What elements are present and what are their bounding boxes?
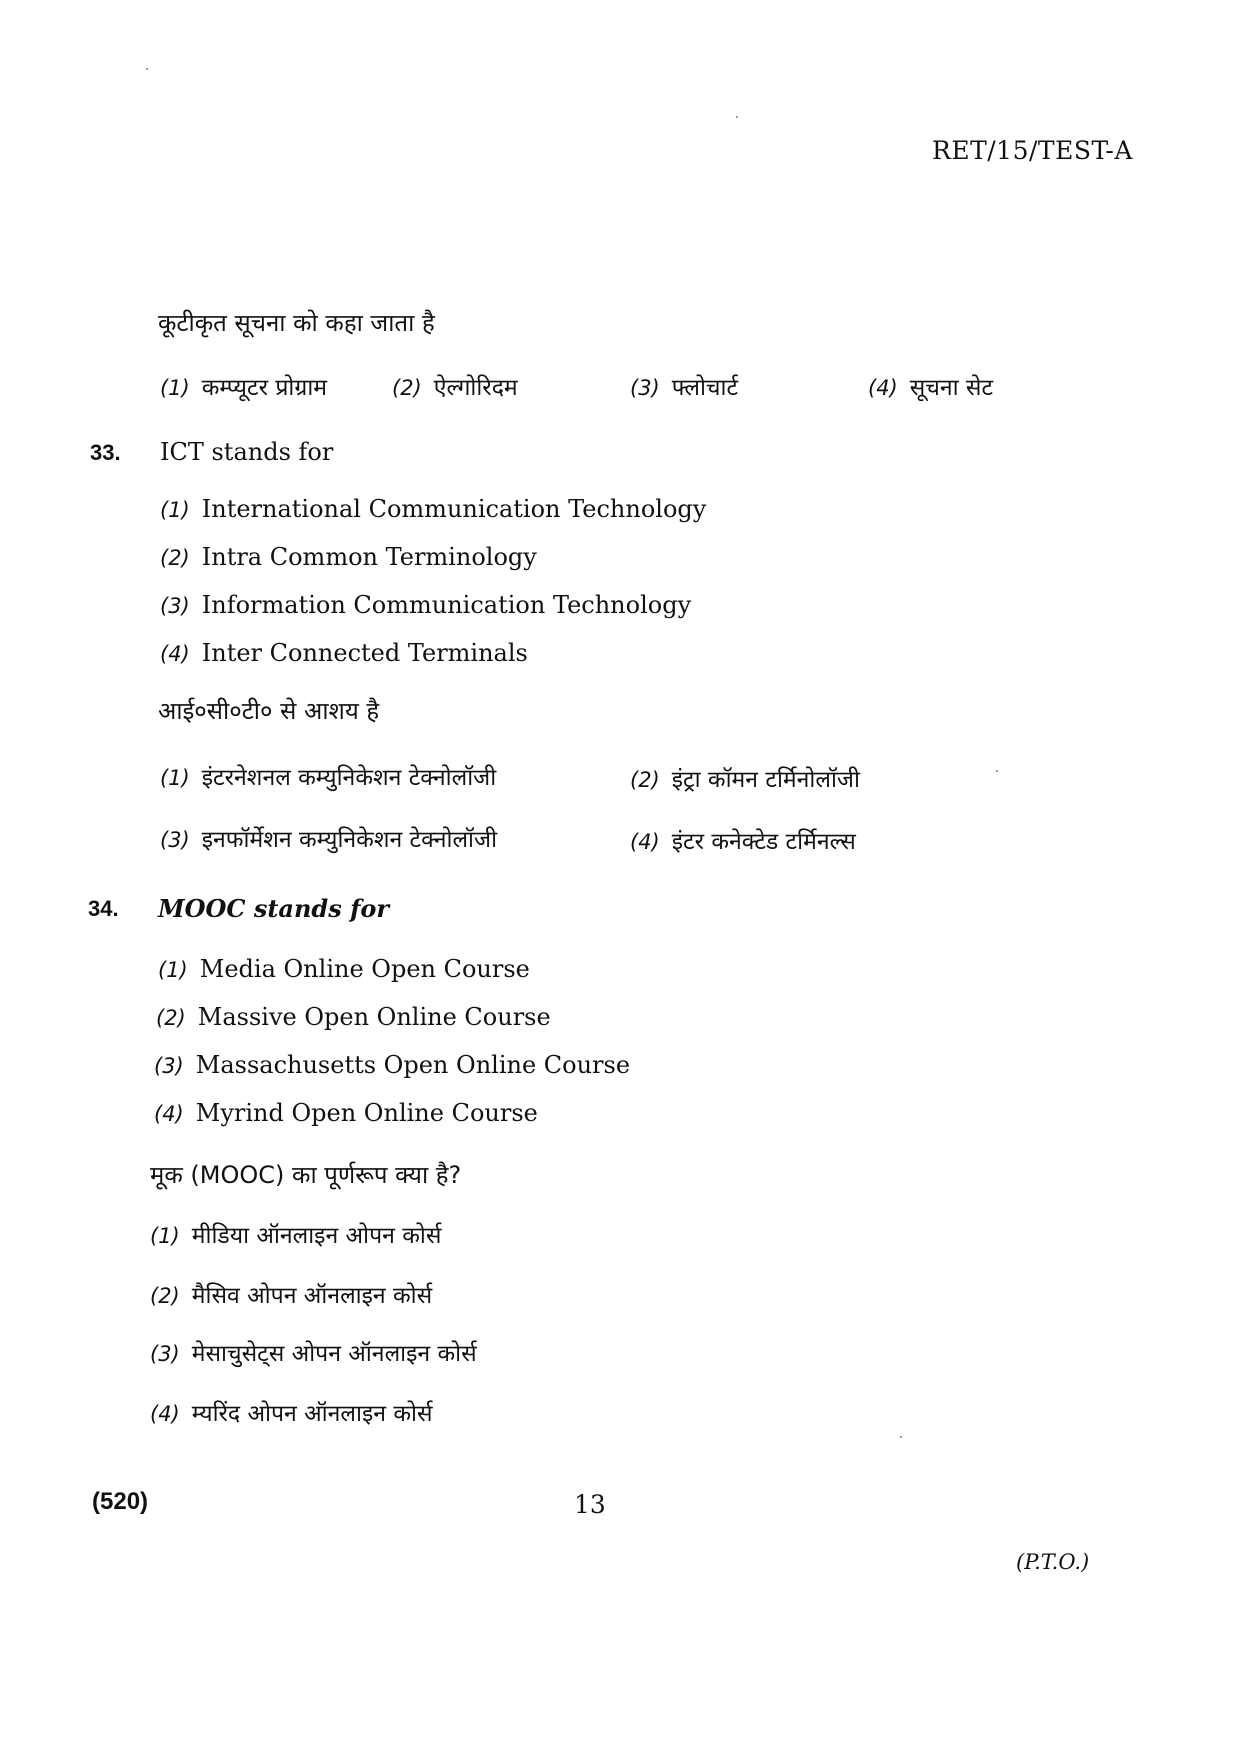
option-number: (1): [160, 766, 190, 790]
q33-hindi-option-1: [160, 760, 496, 792]
q33-option-3: [160, 591, 691, 619]
q34-hindi-option-2: [150, 1278, 432, 1310]
option-number: (4): [868, 376, 898, 400]
option-text: इंटरनेशनल कम्युनिकेशन टेक्नोलॉजी: [201, 765, 497, 791]
page-number: 13: [574, 1490, 606, 1519]
option-text: Intra Common Terminology: [201, 543, 537, 571]
q33-hindi-option-3: [160, 822, 497, 854]
option-text: Massive Open Online Course: [197, 1003, 551, 1031]
option-text: मैसिव ओपन ऑनलाइन कोर्स: [191, 1283, 433, 1309]
q33-hindi-option-4: [630, 824, 856, 856]
q33-hindi-option-2: [630, 762, 860, 794]
q34-option-1: [158, 955, 530, 983]
option-text: इनफॉर्मेशन कम्युनिकेशन टेक्नोलॉजी: [201, 827, 498, 853]
q33-question: ICT stands for: [160, 438, 334, 466]
option-text: Inter Connected Terminals: [201, 639, 528, 667]
scan-speck: [996, 770, 998, 772]
option-number: (2): [156, 1006, 186, 1030]
q34-number: 34.: [88, 896, 119, 921]
q34-hindi-option-3: [150, 1336, 477, 1368]
option-text: इंटर कनेक्टेड टर्मिनल्स: [671, 829, 856, 855]
option-number: (1): [150, 1224, 180, 1248]
option-number: (3): [154, 1054, 184, 1078]
option-number: (3): [630, 376, 660, 400]
option-text: कम्प्यूटर प्रोग्राम: [201, 375, 328, 401]
option-text: Media Online Open Course: [199, 955, 530, 983]
q32-hindi-option-2: [392, 370, 518, 402]
option-text: मेसाचुसेट्स ओपन ऑनलाइन कोर्स: [191, 1341, 477, 1367]
option-number: (4): [160, 642, 190, 666]
option-number: (1): [160, 498, 190, 522]
q34-hindi-option-1: [150, 1218, 441, 1250]
please-turn-over: (P.T.O.): [1016, 1550, 1090, 1574]
option-number: (3): [150, 1342, 180, 1366]
q34-hindi-option-4: [150, 1396, 433, 1428]
option-number: (4): [630, 830, 660, 854]
q34-hindi-question: मूक (MOOC) का पूर्णरूप क्या है?: [150, 1161, 462, 1189]
option-number: (4): [154, 1102, 184, 1126]
option-number: (4): [150, 1402, 180, 1426]
booklet-code: (520): [92, 1488, 149, 1515]
option-number: (3): [160, 828, 190, 852]
option-number: (1): [160, 376, 190, 400]
paper-code: RET/15/TEST-A: [932, 136, 1133, 165]
q32-hindi-option-1: [160, 370, 327, 402]
option-text: फ्लोचार्ट: [671, 375, 739, 401]
option-text: मीडिया ऑनलाइन ओपन कोर्स: [191, 1223, 442, 1249]
q32-hindi-option-3: [630, 370, 738, 402]
option-number: (2): [150, 1284, 180, 1308]
q34-option-4: [154, 1099, 538, 1127]
option-number: (2): [630, 768, 660, 792]
q33-option-1: [160, 495, 706, 523]
option-number: (2): [160, 546, 190, 570]
scan-speck: [900, 1436, 902, 1438]
option-text: सूचना सेट: [909, 375, 994, 401]
q34-option-3: [154, 1051, 630, 1079]
scan-speck: [736, 116, 738, 118]
option-text: Massachusetts Open Online Course: [195, 1051, 631, 1079]
option-text: International Communication Technology: [201, 495, 707, 523]
option-text: इंट्रा कॉमन टर्मिनोलॉजी: [671, 767, 860, 793]
option-text: ऐल्गोरिदम: [433, 375, 518, 401]
option-number: (2): [392, 376, 422, 400]
option-text: Myrind Open Online Course: [195, 1099, 538, 1127]
q32-hindi-option-4: [868, 370, 993, 402]
q33-option-4: [160, 639, 528, 667]
option-text: म्यरिंद ओपन ऑनलाइन कोर्स: [191, 1401, 433, 1427]
scan-speck: [146, 68, 148, 70]
q32-hindi-question: कूटीकृत सूचना को कहा जाता है: [158, 309, 435, 337]
q33-hindi-question: आई०सी०टी० से आशय है: [158, 697, 380, 725]
option-text: Information Communication Technology: [201, 591, 692, 619]
q34-option-2: [156, 1003, 551, 1031]
q34-question: MOOC stands for: [158, 894, 390, 923]
option-number: (3): [160, 594, 190, 618]
q33-option-2: [160, 543, 537, 571]
q33-number: 33.: [90, 440, 121, 465]
option-number: (1): [158, 958, 188, 982]
